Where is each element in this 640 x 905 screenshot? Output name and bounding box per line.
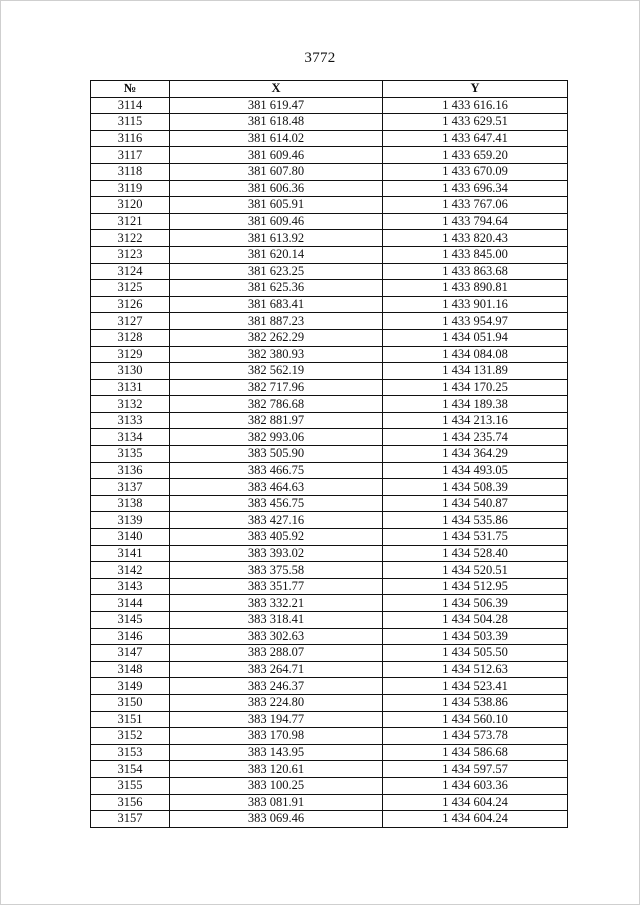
table-row (91, 562, 568, 579)
cell-y: 1 433 696.34 (383, 180, 568, 197)
cell-x: 383 466.75 (170, 462, 383, 479)
cell-y: 1 433 863.68 (383, 263, 568, 280)
cell-number: 3128 (91, 329, 170, 346)
cell-y: 1 433 794.64 (383, 213, 568, 230)
cell-x: 383 100.25 (170, 777, 383, 794)
cell-number: 3126 (91, 296, 170, 313)
cell-x: 383 194.77 (170, 711, 383, 728)
cell-number: 3142 (91, 562, 170, 579)
table-row (91, 661, 568, 678)
header-y: Y (383, 81, 568, 98)
table-row (91, 329, 568, 346)
table-row (91, 197, 568, 214)
cell-x: 383 288.07 (170, 645, 383, 662)
cell-number: 3133 (91, 412, 170, 429)
cell-y: 1 434 131.89 (383, 363, 568, 380)
cell-x: 382 717.96 (170, 379, 383, 396)
header-number: № (91, 81, 170, 98)
table-row (91, 761, 568, 778)
cell-y: 1 433 629.51 (383, 114, 568, 131)
cell-x: 383 120.61 (170, 761, 383, 778)
cell-number: 3136 (91, 462, 170, 479)
cell-x: 381 606.36 (170, 180, 383, 197)
table-row (91, 296, 568, 313)
cell-y: 1 434 538.86 (383, 694, 568, 711)
table-row (91, 628, 568, 645)
cell-y: 1 433 767.06 (383, 197, 568, 214)
cell-y: 1 434 531.75 (383, 529, 568, 546)
table-row (91, 280, 568, 297)
cell-y: 1 433 647.41 (383, 130, 568, 147)
cell-y: 1 434 604.24 (383, 811, 568, 828)
cell-number: 3125 (91, 280, 170, 297)
cell-x: 382 993.06 (170, 429, 383, 446)
cell-number: 3137 (91, 479, 170, 496)
table-row (91, 728, 568, 745)
cell-y: 1 434 528.40 (383, 545, 568, 562)
cell-x: 383 405.92 (170, 529, 383, 546)
cell-number: 3147 (91, 645, 170, 662)
coordinates-table (90, 80, 568, 828)
cell-y: 1 434 535.86 (383, 512, 568, 529)
cell-x: 381 619.47 (170, 97, 383, 114)
cell-x: 382 380.93 (170, 346, 383, 363)
cell-y: 1 433 845.00 (383, 246, 568, 263)
table-row (91, 678, 568, 695)
cell-x: 383 427.16 (170, 512, 383, 529)
cell-number: 3115 (91, 114, 170, 131)
cell-x: 381 614.02 (170, 130, 383, 147)
cell-number: 3119 (91, 180, 170, 197)
cell-x: 383 505.90 (170, 446, 383, 463)
cell-y: 1 433 890.81 (383, 280, 568, 297)
cell-number: 3139 (91, 512, 170, 529)
cell-number: 3129 (91, 346, 170, 363)
table-row (91, 645, 568, 662)
cell-number: 3145 (91, 612, 170, 629)
table-row (91, 545, 568, 562)
cell-number: 3114 (91, 97, 170, 114)
cell-x: 383 170.98 (170, 728, 383, 745)
cell-y: 1 433 901.16 (383, 296, 568, 313)
cell-y: 1 434 493.05 (383, 462, 568, 479)
cell-y: 1 434 084.08 (383, 346, 568, 363)
cell-number: 3131 (91, 379, 170, 396)
cell-y: 1 433 616.16 (383, 97, 568, 114)
table-row (91, 147, 568, 164)
cell-number: 3148 (91, 661, 170, 678)
cell-number: 3154 (91, 761, 170, 778)
cell-x: 383 393.02 (170, 545, 383, 562)
cell-number: 3121 (91, 213, 170, 230)
cell-y: 1 434 051.94 (383, 329, 568, 346)
table-row (91, 263, 568, 280)
cell-x: 382 881.97 (170, 412, 383, 429)
cell-x: 383 318.41 (170, 612, 383, 629)
cell-number: 3157 (91, 811, 170, 828)
cell-x: 383 224.80 (170, 694, 383, 711)
cell-number: 3138 (91, 495, 170, 512)
cell-x: 381 683.41 (170, 296, 383, 313)
table-row (91, 479, 568, 496)
page-number: 3772 (304, 50, 336, 66)
cell-y: 1 434 170.25 (383, 379, 568, 396)
table-row (91, 777, 568, 794)
cell-x: 383 069.46 (170, 811, 383, 828)
cell-x: 381 609.46 (170, 213, 383, 230)
cell-number: 3153 (91, 744, 170, 761)
cell-number: 3151 (91, 711, 170, 728)
cell-number: 3152 (91, 728, 170, 745)
table-row (91, 412, 568, 429)
cell-x: 381 623.25 (170, 263, 383, 280)
table-row (91, 529, 568, 546)
table-row (91, 462, 568, 479)
cell-x: 381 613.92 (170, 230, 383, 247)
cell-x: 383 302.63 (170, 628, 383, 645)
cell-x: 383 332.21 (170, 595, 383, 612)
cell-number: 3150 (91, 694, 170, 711)
cell-number: 3118 (91, 163, 170, 180)
cell-y: 1 434 520.51 (383, 562, 568, 579)
table-row (91, 213, 568, 230)
cell-y: 1 434 235.74 (383, 429, 568, 446)
table-row (91, 313, 568, 330)
cell-x: 381 887.23 (170, 313, 383, 330)
cell-y: 1 434 508.39 (383, 479, 568, 496)
table-row (91, 811, 568, 828)
cell-number: 3156 (91, 794, 170, 811)
cell-number: 3120 (91, 197, 170, 214)
cell-y: 1 433 820.43 (383, 230, 568, 247)
cell-number: 3122 (91, 230, 170, 247)
cell-y: 1 433 659.20 (383, 147, 568, 164)
cell-y: 1 434 364.29 (383, 446, 568, 463)
cell-x: 381 609.46 (170, 147, 383, 164)
cell-number: 3141 (91, 545, 170, 562)
cell-y: 1 434 506.39 (383, 595, 568, 612)
table-row (91, 346, 568, 363)
cell-x: 381 618.48 (170, 114, 383, 131)
cell-y: 1 434 512.95 (383, 578, 568, 595)
cell-y: 1 434 604.24 (383, 794, 568, 811)
table-row (91, 230, 568, 247)
table-row (91, 446, 568, 463)
cell-number: 3132 (91, 396, 170, 413)
table-header-row (91, 81, 568, 98)
cell-x: 383 464.63 (170, 479, 383, 496)
cell-y: 1 433 670.09 (383, 163, 568, 180)
table-row (91, 711, 568, 728)
header-x: X (170, 81, 383, 98)
table-row (91, 163, 568, 180)
cell-x: 383 081.91 (170, 794, 383, 811)
cell-number: 3135 (91, 446, 170, 463)
cell-x: 381 625.36 (170, 280, 383, 297)
cell-x: 381 620.14 (170, 246, 383, 263)
cell-y: 1 434 560.10 (383, 711, 568, 728)
cell-x: 381 607.80 (170, 163, 383, 180)
cell-y: 1 434 540.87 (383, 495, 568, 512)
cell-number: 3127 (91, 313, 170, 330)
table-row (91, 512, 568, 529)
cell-number: 3143 (91, 578, 170, 595)
cell-x: 383 246.37 (170, 678, 383, 695)
cell-y: 1 434 505.50 (383, 645, 568, 662)
table-row (91, 694, 568, 711)
table-row (91, 379, 568, 396)
table-row (91, 363, 568, 380)
cell-y: 1 434 523.41 (383, 678, 568, 695)
table-row (91, 495, 568, 512)
table-row (91, 97, 568, 114)
cell-x: 383 143.95 (170, 744, 383, 761)
table-row (91, 595, 568, 612)
cell-y: 1 434 213.16 (383, 412, 568, 429)
cell-x: 382 562.19 (170, 363, 383, 380)
table-row (91, 396, 568, 413)
cell-number: 3146 (91, 628, 170, 645)
cell-number: 3134 (91, 429, 170, 446)
table-row (91, 744, 568, 761)
cell-x: 383 264.71 (170, 661, 383, 678)
cell-number: 3116 (91, 130, 170, 147)
cell-x: 383 375.58 (170, 562, 383, 579)
table-row (91, 794, 568, 811)
cell-y: 1 434 603.36 (383, 777, 568, 794)
cell-x: 383 351.77 (170, 578, 383, 595)
cell-x: 382 262.29 (170, 329, 383, 346)
cell-x: 381 605.91 (170, 197, 383, 214)
cell-y: 1 434 504.28 (383, 612, 568, 629)
cell-y: 1 433 954.97 (383, 313, 568, 330)
table-row (91, 429, 568, 446)
cell-y: 1 434 512.63 (383, 661, 568, 678)
cell-number: 3124 (91, 263, 170, 280)
cell-y: 1 434 597.57 (383, 761, 568, 778)
cell-number: 3140 (91, 529, 170, 546)
table-row (91, 612, 568, 629)
table-body (91, 97, 568, 827)
cell-x: 382 786.68 (170, 396, 383, 413)
cell-number: 3130 (91, 363, 170, 380)
table-row (91, 578, 568, 595)
cell-number: 3117 (91, 147, 170, 164)
table-row (91, 130, 568, 147)
cell-number: 3149 (91, 678, 170, 695)
cell-y: 1 434 503.39 (383, 628, 568, 645)
cell-number: 3123 (91, 246, 170, 263)
cell-number: 3155 (91, 777, 170, 794)
cell-number: 3144 (91, 595, 170, 612)
cell-x: 383 456.75 (170, 495, 383, 512)
table-row (91, 180, 568, 197)
cell-y: 1 434 586.68 (383, 744, 568, 761)
cell-y: 1 434 573.78 (383, 728, 568, 745)
cell-y: 1 434 189.38 (383, 396, 568, 413)
table-row (91, 114, 568, 131)
table-row (91, 246, 568, 263)
